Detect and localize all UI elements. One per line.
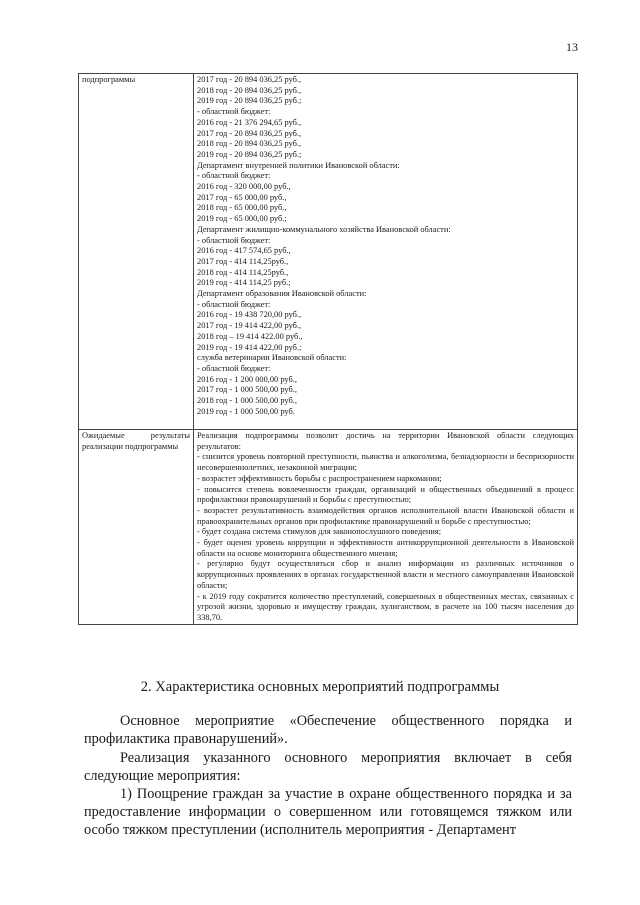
section-title: 2. Характеристика основных мероприятий подпрограммы [140,679,500,695]
financing-line: 2018 год - 20 894 036,25 руб., [197,85,302,95]
financing-line: - областной бюджет: [197,107,271,117]
financing-line: Департамент жилищно-коммунального хозяйства Ивановской области: [197,224,451,234]
result-item: - возрастет результативность взаимодействия органов исполнительной власти Ивановской области и правоохранительных органов при профилактике правонарушений и борьбе с преступностью; [197,505,574,526]
financing-cell [194,74,578,430]
financing-line: 2018 год – 19 414 422.00 руб., [197,331,303,341]
financing-line: 2019 год - 20 894 036,25 руб.; [197,96,302,106]
financing-line: 2019 год - 20 894 036,25 руб.; [197,149,302,159]
financing-line: - областной бюджет: [197,235,271,245]
financing-line: 2016 год - 1 200 000,00 руб., [197,374,297,384]
financing-line: 2016 год - 19 438 720,00 руб., [197,310,302,320]
row-label-financing: подпрограммы [79,74,194,430]
result-item: - к 2019 году сократится количество преступлений, совершенных в общественных местах, связанных с угрозой жизни, здоровью и имуществу граждан, хулиганством, в расчете на 100 тысяч населения до 338,70. [197,591,574,622]
financing-line: 2019 год - 414 114,25 руб.; [197,278,291,288]
financing-line: 2017 год - 20 894 036,25 руб., [197,75,302,84]
financing-line: 2018 год - 1 000 500,00 руб., [197,396,297,406]
financing-line: 2016 год - 320 000,00 руб., [197,182,291,192]
financing-line: 2017 год - 20 894 036,25 руб., [197,128,302,138]
paragraph-3: 1) Поощрение граждан за участие в охране общественного порядка и за предоставление информации о совершенном или готовящемся тяжком или особо тяжком преступлении (исполнитель мероприятия - Департамент [84,786,572,839]
result-item: - будет создана система стимулов для законопослушного поведения; [197,527,442,537]
result-item: - возрастет эффективность борьбы с распространением наркомании; [197,473,442,483]
financing-line: 2018 год - 414 114,25руб., [197,267,289,277]
financing-line: служба ветеринарии Ивановской области: [197,353,347,363]
table-row-results [79,430,578,625]
financing-line: 2017 год - 1 000 500,00 руб., [197,385,297,395]
financing-line: 2018 год - 65 000,00 руб., [197,203,287,213]
paragraph-2: Реализация указанного основного мероприятия включает в себя следующие мероприятия: [84,750,572,785]
results-cell [194,430,578,625]
financing-line: 2019 год - 19 414 422,00 руб.; [197,342,302,352]
result-item: Реализация подпрограммы позволит достичь на территории Ивановской области следующих результатов: [197,431,574,451]
result-item: - регулярно будут осуществляться сбор и анализ информации из различных источников о коррупционных проявлениях в органах государственной власти и местного самоуправления Ивановской области; [197,559,574,590]
financing-line: - областной бюджет: [197,171,271,181]
financing-line: 2018 год - 20 894 036,25 руб., [197,139,302,149]
result-item: - будет оценен уровень коррупции и эффективности антикоррупционной деятельности в Ивановской области на основе мониторинга общественного мнения; [197,538,574,558]
financing-line: 2019 год - 65 000,00 руб.; [197,214,287,224]
financing-line: 2017 год - 65 000,00 руб., [197,192,287,202]
financing-line: 2017 год - 414 114,25руб., [197,256,289,266]
result-item: - снизится уровень повторной преступности, пьянства и алкоголизма, безнадзорности и беспризорности несовершеннолетних, незаконной миграции; [197,452,574,473]
result-item: - повысится степень вовлеченности граждан, организаций и общественных объединений в процесс профилактики правонарушений и борьбы с преступностью; [197,484,574,505]
financing-line: 2019 год - 1 000 500,00 руб. [197,406,295,416]
financing-line: Департамент внутренней политики Ивановской области: [197,160,400,170]
financing-line: - областной бюджет: [197,363,271,373]
table-row-financing [79,74,578,430]
passport-table [78,73,578,625]
financing-line: Департамент образования Ивановской области: [197,289,367,299]
results-label-text: Ожидаемые результаты реализации подпрограммы [82,431,190,451]
paragraph-1: Основное мероприятие «Обеспечение общественного порядка и профилактика правонарушений». [84,713,572,748]
financing-line: - областной бюджет: [197,299,271,309]
page-number: 13 [566,40,578,54]
row-label-results [79,430,194,625]
financing-line: 2017 год - 19 414 422,00 руб., [197,321,302,331]
financing-line: 2016 год - 417 574,65 руб., [197,246,291,256]
financing-line: 2016 год - 21 376 294,65 руб., [197,117,302,127]
